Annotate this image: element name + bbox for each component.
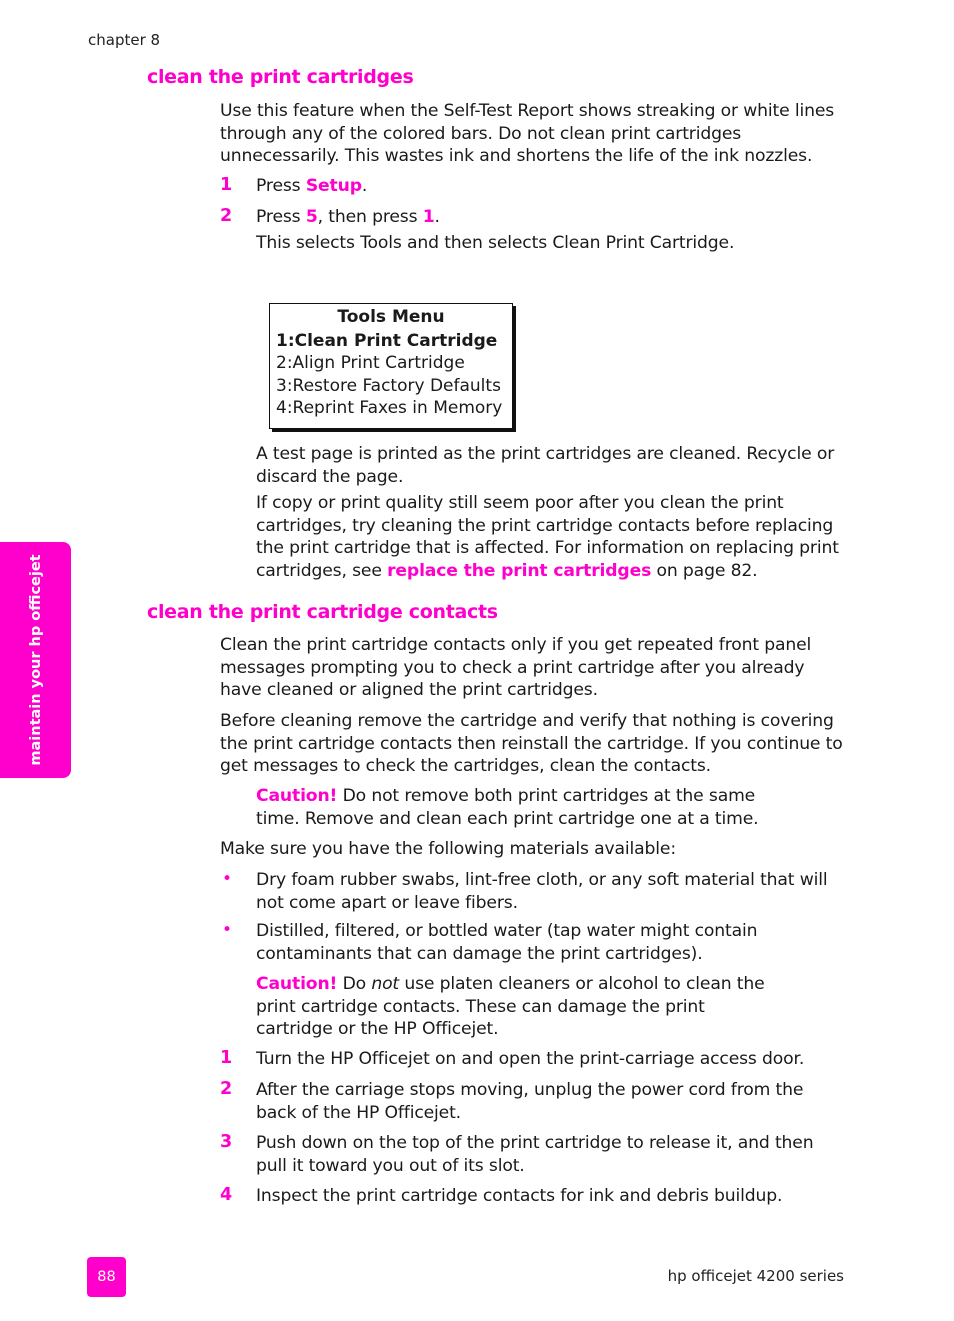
- after-paragraph-1: A test page is printed as the print cartridges are cleaned. Recycle or discard the page.: [256, 444, 835, 487]
- after-2-post: on page 82.: [651, 560, 758, 581]
- page-number: 88: [97, 1269, 116, 1285]
- menu-item-reprint: 4:Reprint Faxes in Memory: [276, 398, 503, 418]
- menu-item-restore: 3:Restore Factory Defaults: [276, 376, 501, 396]
- contacts-paragraph-1: Clean the print cartridge contacts only if you get repeated front panel messages prompting you to check a print cartridge after you already have cleaned or aligned the print cartridges.: [220, 635, 812, 700]
- section-heading-clean-cartridges: clean the print cartridges: [147, 66, 414, 88]
- caution-label: Caution!: [256, 786, 338, 806]
- caution-1-text: Do not remove both print cartridges at the same time. Remove and clean each print cartridge one at a time.: [256, 786, 759, 829]
- bullet-icon: •: [222, 869, 233, 889]
- menu-item-clean: 1:Clean Print Cartridge: [276, 331, 498, 351]
- bullet-icon: •: [222, 920, 233, 940]
- footer-product-name: hp officejet 4200 series: [667, 1267, 844, 1285]
- caution-2-post: use platen cleaners or alcohol to clean the print cartridge contacts. These can damage the print cartridge or the HP Officejet.: [256, 974, 765, 1039]
- contacts-step-4: Inspect the print cartridge contacts for ink and debris buildup.: [256, 1186, 783, 1206]
- step-number: 2: [220, 206, 233, 226]
- step-2-text: [256, 206, 846, 229]
- side-tab-label: maintain your hp officejet: [28, 554, 44, 766]
- caution-2-pre: Do: [337, 974, 372, 994]
- key-1: 1: [422, 207, 435, 227]
- page-number-badge: [87, 1257, 126, 1297]
- key-5: 5: [305, 207, 318, 227]
- step-2-mid: , then press: [317, 207, 423, 227]
- step-2-post: .: [434, 207, 440, 227]
- caution-2: [256, 973, 786, 1041]
- step-2-note: This selects Tools and then selects Clean Print Cartridge.: [256, 233, 735, 253]
- contacts-step-3: Push down on the top of the print cartridge to release it, and then pull it toward you out of its slot.: [256, 1133, 814, 1176]
- step-number: 2: [220, 1079, 233, 1099]
- menu-title: Tools Menu: [337, 307, 445, 327]
- caution-2-em: not: [371, 974, 400, 994]
- after-paragraph-2: [256, 492, 846, 582]
- section-heading-clean-contacts: clean the print cartridge contacts: [147, 601, 498, 623]
- step-1-pre: Press: [256, 176, 306, 196]
- step-number: 1: [220, 175, 233, 195]
- replace-cartridges-link[interactable]: replace the print cartridges: [387, 560, 652, 581]
- contacts-paragraph-2: Before cleaning remove the cartridge and verify that nothing is covering the print cartridge contacts then reinstall the cartridge. If you continue to get messages to check the cartridges, clean the contacts.: [220, 711, 843, 776]
- step-number: 3: [220, 1132, 233, 1152]
- step-1-text: [256, 175, 846, 198]
- intro-paragraph: Use this feature when the Self-Test Report shows streaking or white lines through any of the colored bars. Do not clean print cartridges unnecessarily. This wastes ink and shortens the life of the ink nozzles.: [220, 101, 835, 166]
- bullet-item-2: Distilled, filtered, or bottled water (tap water might contain contaminants that can damage the print cartridges).: [256, 921, 758, 964]
- caution-label: Caution!: [256, 974, 338, 994]
- chapter-label: chapter 8: [88, 31, 161, 49]
- contacts-step-2: After the carriage stops moving, unplug the power cord from the back of the HP Officejet.: [256, 1080, 804, 1123]
- materials-intro: Make sure you have the following materials available:: [220, 839, 676, 859]
- step-number: 1: [220, 1048, 233, 1068]
- bullet-item-1: Dry foam rubber swabs, lint-free cloth, or any soft material that will not come apart or leave fibers.: [256, 870, 828, 913]
- after-2-pre: If copy or print quality still seem poor after you clean the print cartridges, try cleaning the print cartridge contacts before replacing the print cartridge that is affected. For information on replacing print cartridges, see: [256, 493, 839, 581]
- caution-1: [256, 785, 776, 830]
- setup-key: Setup: [305, 176, 362, 196]
- tools-menu-display: [269, 303, 513, 429]
- step-number: 4: [220, 1185, 233, 1205]
- step-2-pre: Press: [256, 207, 306, 227]
- contacts-step-1: Turn the HP Officejet on and open the print-carriage access door.: [256, 1049, 805, 1069]
- menu-item-align: 2:Align Print Cartridge: [276, 353, 465, 373]
- step-1-post: .: [361, 176, 368, 196]
